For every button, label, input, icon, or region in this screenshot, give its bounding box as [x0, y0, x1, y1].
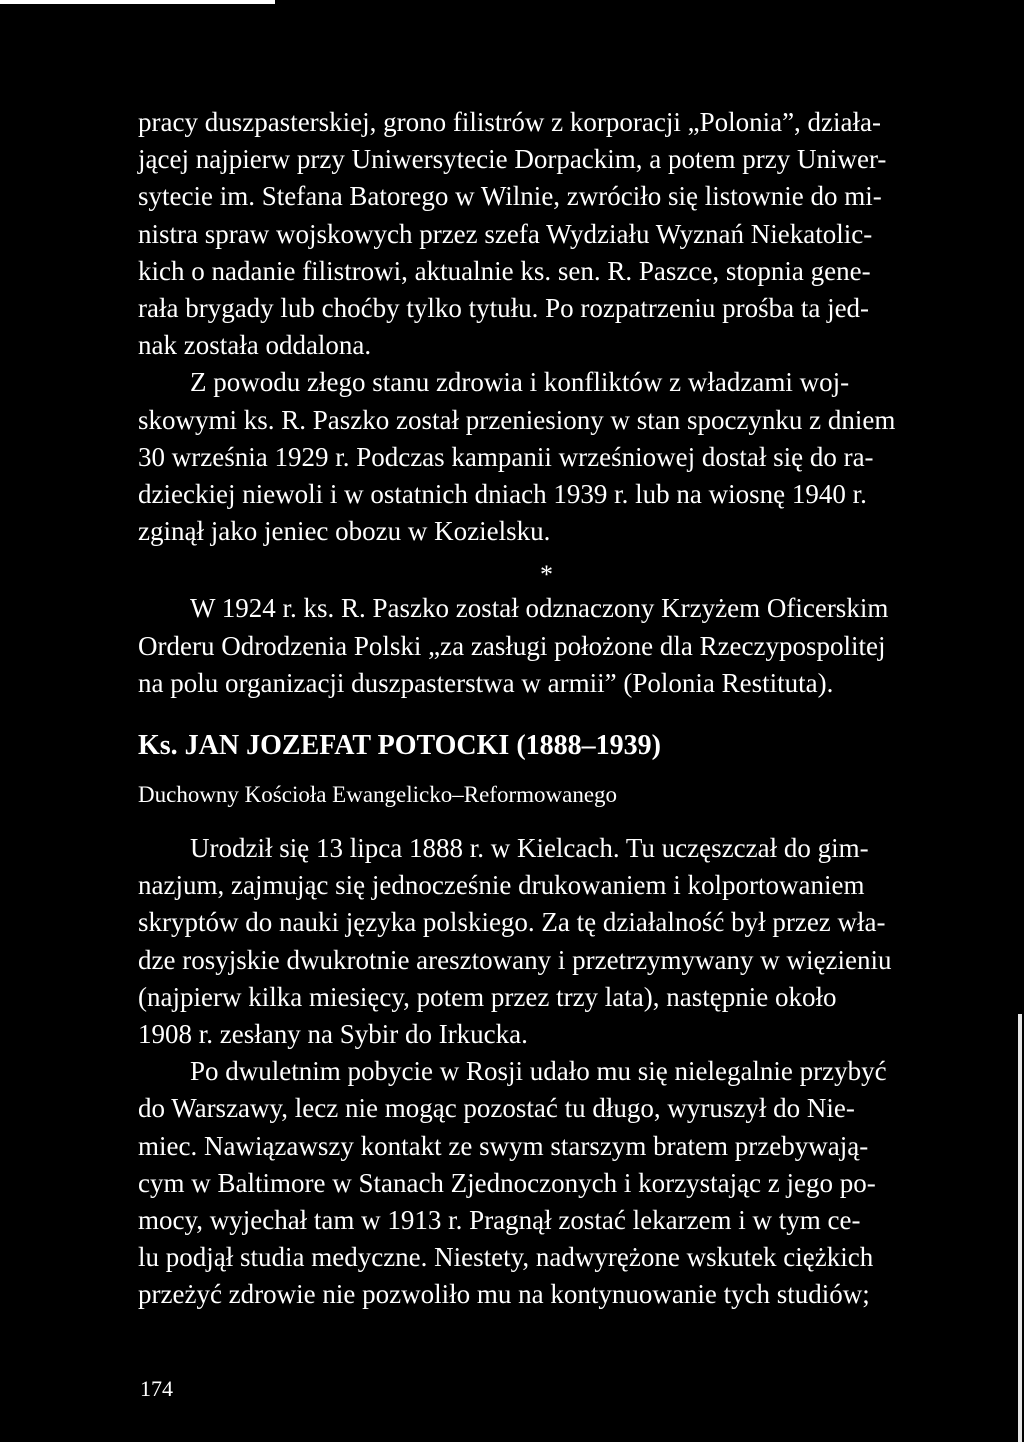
section-heading: Ks. JAN JOZEFAT POTOCKI (1888–1939) — [138, 730, 661, 762]
text-line: sytecie im. Stefana Batorego w Wilnie, zwróciło się listownie do mi- — [138, 181, 882, 212]
text-line: nistra spraw wojskowych przez szefa Wydziału Wyznań Niekatolic- — [138, 218, 873, 249]
paragraph-3 — [138, 590, 952, 702]
text-line: Urodził się 13 lipca 1888 r. w Kielcach. Tu uczęszczał do gim- — [190, 833, 869, 864]
text-line: mocy, wyjechał tam w 1913 r. Pragnął zostać lekarzem i w tym ce- — [138, 1205, 861, 1236]
text-line: skowymi ks. R. Paszko został przeniesiony w stan spoczynku z dniem — [138, 404, 896, 435]
text-line: miec. Nawiązawszy kontakt ze swym starszym bratem przebywają- — [138, 1130, 869, 1161]
paragraph-5 — [138, 1053, 952, 1313]
paragraph-2 — [138, 364, 952, 550]
text-line: nak została oddalona. — [138, 330, 372, 361]
text-line: dze rosyjskie dwukrotnie aresztowany i przetrzymywany w więzieniu — [138, 944, 892, 975]
paragraph-4 — [138, 830, 952, 1053]
paragraph-1 — [138, 104, 952, 364]
text-line: do Warszawy, lecz nie mogąc pozostać tu długo, wyruszył do Nie- — [138, 1093, 855, 1124]
text-line: na polu organizacji duszpasterstwa w armii” (Polonia Restituta). — [138, 667, 834, 698]
text-line: (najpierw kilka miesięcy, potem przez trzy lata), następnie około — [138, 981, 837, 1012]
text-line: dzieckiej niewoli i w ostatnich dniach 1939 r. lub na wiosnę 1940 r. — [138, 479, 867, 510]
text-line: Po dwuletnim pobycie w Rosji udało mu się nielegalnie przybyć — [190, 1056, 887, 1087]
text-line: lu podjął studia medyczne. Niestety, nadwyrężone wskutek ciężkich — [138, 1242, 874, 1273]
page-number: 174 — [140, 1376, 173, 1401]
text-line: cym w Baltimore w Stanach Zjednoczonych i korzystając z jego po- — [138, 1167, 876, 1198]
text-line: jącej najpierw przy Uniwersytecie Dorpackim, a potem przy Uniwer- — [138, 144, 887, 175]
section-subheading: Duchowny Kościoła Ewangelicko–Reformowanego — [138, 782, 618, 808]
top-rule — [0, 0, 275, 4]
text-line: 30 września 1929 r. Podczas kampanii wrześniowej dostał się do ra- — [138, 441, 874, 472]
page-body — [138, 104, 952, 1314]
text-line: W 1924 r. ks. R. Paszko został odznaczony Krzyżem Oficerskim — [190, 593, 889, 624]
text-line: pracy duszpasterskiej, grono filistrów z korporacji „Polonia”, działa- — [138, 107, 882, 137]
scan-edge-mark — [1018, 1014, 1022, 1442]
text-line: skryptów do nauki języka polskiego. Za tę działalność był przez wła- — [138, 907, 886, 938]
text-line: przeżyć zdrowie nie pozwoliło mu na kontynuowanie tych studiów; — [138, 1279, 870, 1310]
text-line: kich o nadanie filistrowi, aktualnie ks. sen. R. Paszce, stopnia gene- — [138, 255, 871, 286]
text-line: Z powodu złego stanu zdrowia i konfliktów z władzami woj- — [190, 367, 850, 398]
text-line: Orderu Odrodzenia Polski „za zasługi położone dla Rzeczypospolitej — [138, 630, 886, 661]
text-line: 1908 r. zesłany na Sybir do Irkucka. — [138, 1019, 528, 1050]
text-line: nazjum, zajmując się jednocześnie drukowaniem i kolportowaniem — [138, 870, 865, 901]
text-line: rała brygady lub choćby tylko tytułu. Po rozpatrzeniu prośba ta jed- — [138, 293, 870, 324]
text-line: zginął jako jeniec obozu w Kozielsku. — [138, 516, 551, 547]
section-separator: * — [540, 560, 553, 590]
